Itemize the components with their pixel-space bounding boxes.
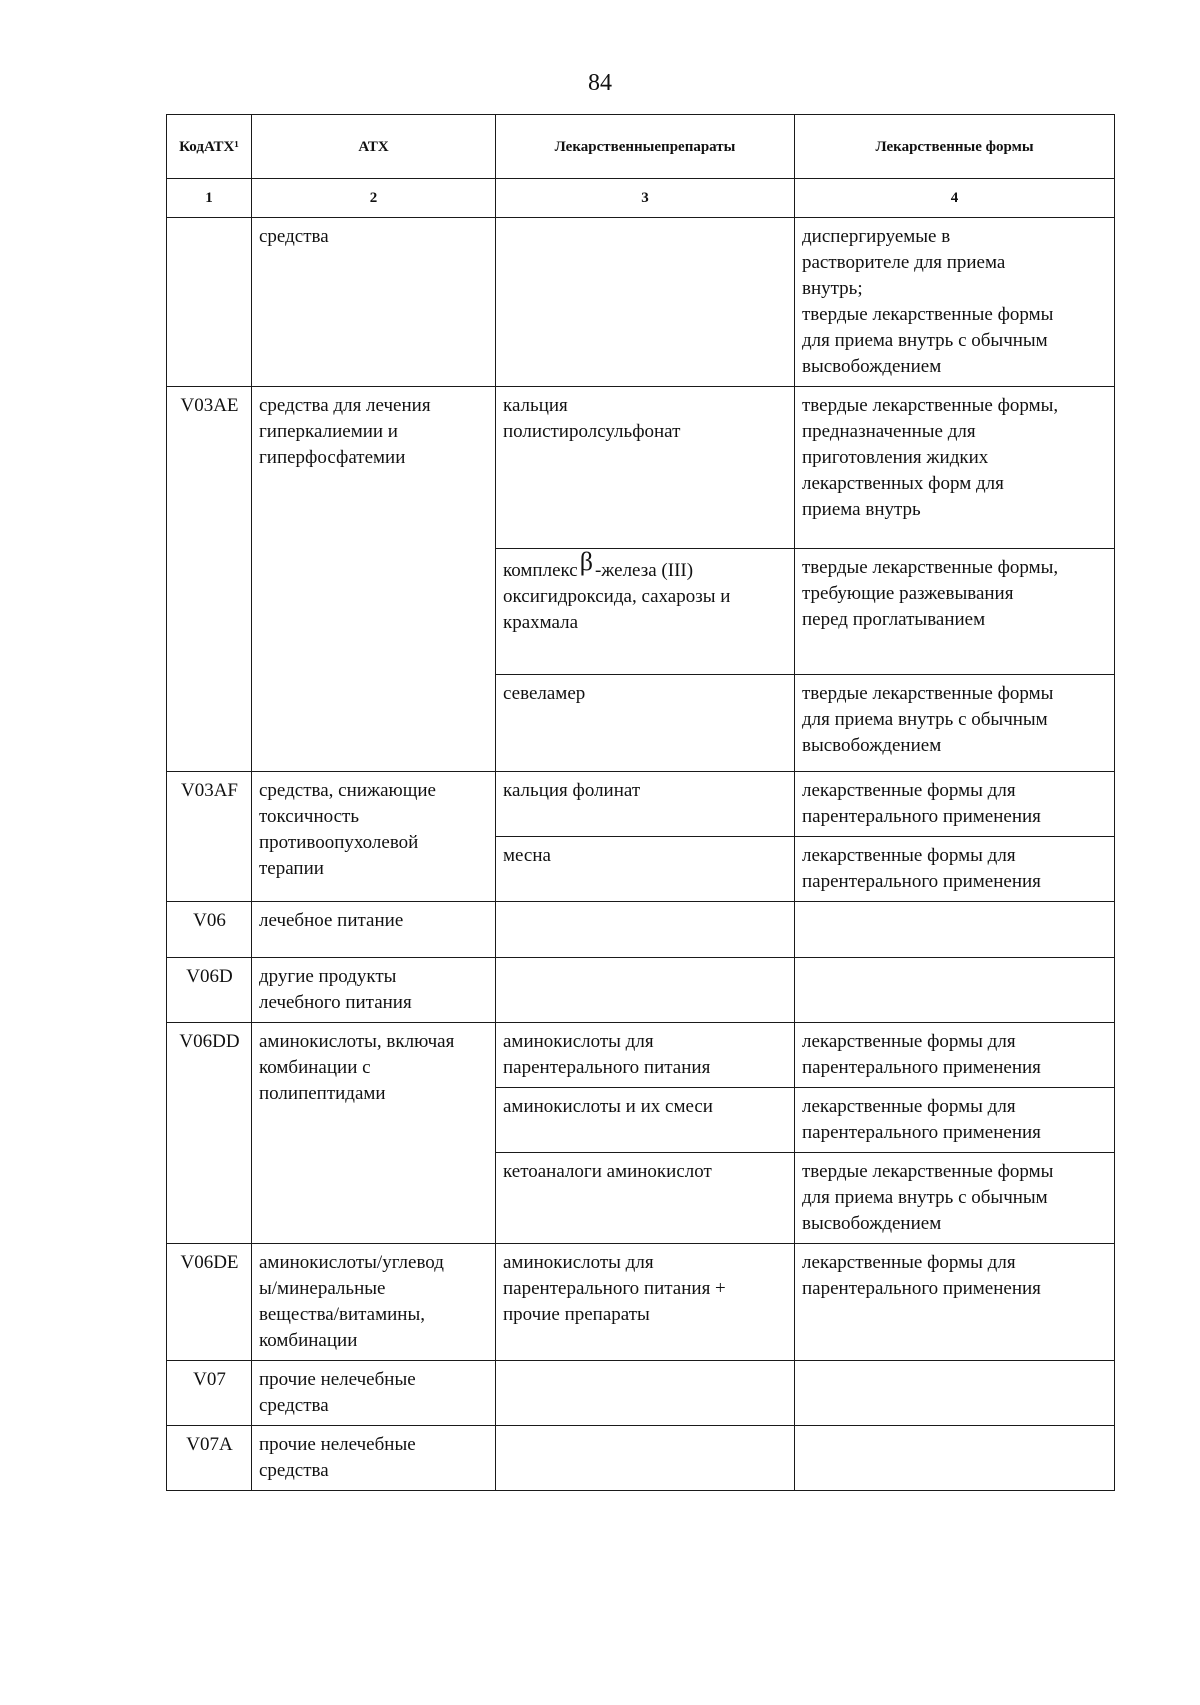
table-row — [167, 1426, 1115, 1491]
atx-cell: аминокислоты, включая комбинации с полипептидами — [252, 1023, 496, 1244]
drug-cell: аминокислоты и их смеси — [496, 1088, 795, 1153]
code-cell: V06DD — [167, 1023, 252, 1244]
forms-cell: лекарственные формы для парентерального применения — [795, 837, 1115, 902]
table-row — [167, 902, 1115, 958]
forms-cell — [795, 958, 1115, 1023]
atx-cell: другие продукты лечебного питания — [252, 958, 496, 1023]
drug-cell: кетоаналоги аминокислот — [496, 1153, 795, 1244]
page-number: 84 — [588, 70, 612, 96]
column-number: 3 — [496, 179, 795, 218]
beta-symbol: β — [579, 547, 593, 576]
forms-cell: лекарственные формы для парентерального применения — [795, 1088, 1115, 1153]
table-row — [167, 1023, 1115, 1088]
table-row — [167, 387, 1115, 549]
forms-cell: твердые лекарственные формы для приема внутрь с обычным высвобождением — [795, 675, 1115, 772]
forms-cell: твердые лекарственные формы, предназначенные для приготовления жидких лекарственных форм для приема внутрь — [795, 387, 1115, 549]
drug-cell: месна — [496, 837, 795, 902]
table-row — [167, 772, 1115, 837]
drug-cell: кальция фолинат — [496, 772, 795, 837]
drug-cell: севеламер — [496, 675, 795, 772]
table-row — [167, 1361, 1115, 1426]
atx-cell: аминокислоты/углевод ы/минеральные вещества/витамины, комбинации — [252, 1244, 496, 1361]
column-number-row — [167, 179, 1115, 218]
column-number: 4 — [795, 179, 1115, 218]
drug-cell — [496, 902, 795, 958]
forms-cell — [795, 902, 1115, 958]
atx-cell: средства, снижающие токсичность противоопухолевой терапии — [252, 772, 496, 902]
drug-cell — [496, 958, 795, 1023]
header-code-atx: КодАТХ¹ — [167, 115, 252, 179]
atx-cell: средства — [252, 218, 496, 387]
drug-cell — [496, 1361, 795, 1426]
header-atx: АТХ — [252, 115, 496, 179]
code-cell: V06DE — [167, 1244, 252, 1361]
forms-cell: твердые лекарственные формы, требующие разжевывания перед проглатыванием — [795, 549, 1115, 675]
header-row — [167, 115, 1115, 179]
atx-cell: средства для лечения гиперкалиемии и гиперфосфатемии — [252, 387, 496, 772]
medicines-table — [166, 114, 1115, 1491]
column-number: 2 — [252, 179, 496, 218]
code-cell: V03AE — [167, 387, 252, 772]
forms-cell — [795, 1426, 1115, 1491]
code-cell — [167, 218, 252, 387]
table-row — [167, 958, 1115, 1023]
code-cell: V07 — [167, 1361, 252, 1426]
table-row — [167, 1244, 1115, 1361]
table-row — [167, 218, 1115, 387]
code-cell: V06D — [167, 958, 252, 1023]
header-dosage-forms: Лекарственные формы — [795, 115, 1115, 179]
column-number: 1 — [167, 179, 252, 218]
drug-cell — [496, 1426, 795, 1491]
atx-cell: прочие нелечебные средства — [252, 1426, 496, 1491]
drug-cell: аминокислоты для парентерального питания — [496, 1023, 795, 1088]
forms-cell: твердые лекарственные формы для приема внутрь с обычным высвобождением — [795, 1153, 1115, 1244]
forms-cell — [795, 1361, 1115, 1426]
drug-cell: кальция полистиролсульфонат — [496, 387, 795, 549]
atx-cell: лечебное питание — [252, 902, 496, 958]
drug-cell — [496, 218, 795, 387]
atx-cell: прочие нелечебные средства — [252, 1361, 496, 1426]
drug-cell: комплексβ -железа (III) оксигидроксида, сахарозы и крахмала — [496, 549, 795, 675]
drug-cell: аминокислоты для парентерального питания + прочие препараты — [496, 1244, 795, 1361]
header-drugs: Лекарственныепрепараты — [496, 115, 795, 179]
forms-cell: лекарственные формы для парентерального применения — [795, 1244, 1115, 1361]
forms-cell: диспергируемые в растворителе для приема внутрь; твердые лекарственные формы для приема внутрь с обычным высвобождением — [795, 218, 1115, 387]
forms-cell: лекарственные формы для парентерального применения — [795, 772, 1115, 837]
code-cell: V06 — [167, 902, 252, 958]
code-cell: V03AF — [167, 772, 252, 902]
forms-cell: лекарственные формы для парентерального применения — [795, 1023, 1115, 1088]
code-cell: V07A — [167, 1426, 252, 1491]
